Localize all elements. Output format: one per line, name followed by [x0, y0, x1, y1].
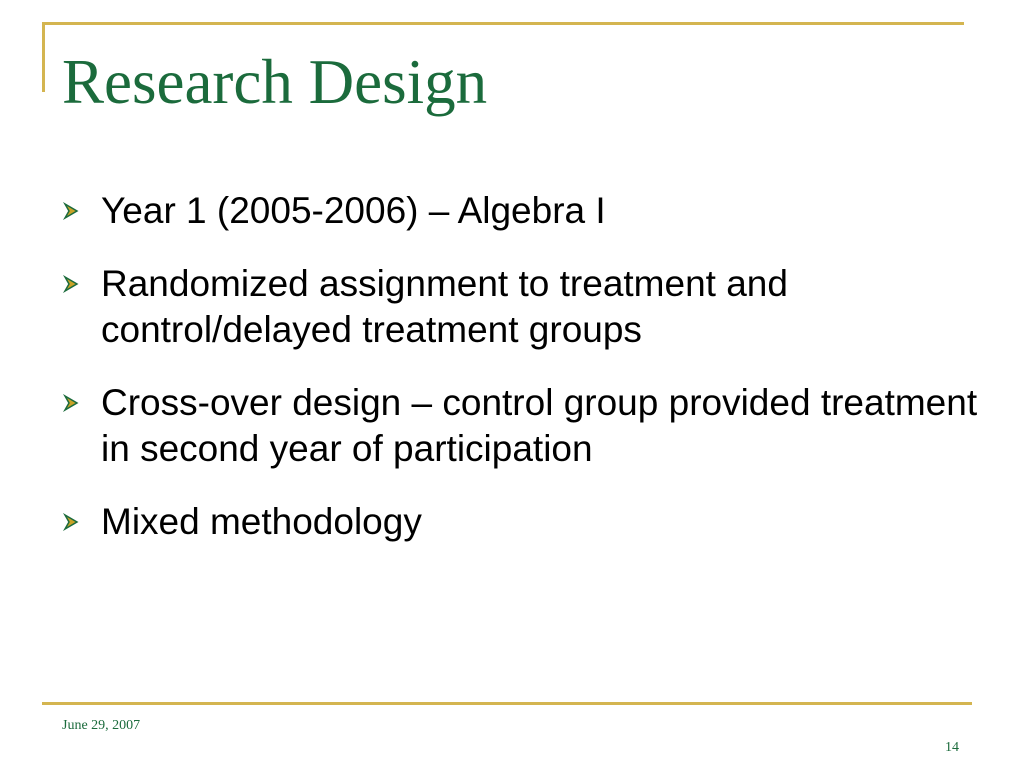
bullet-item [62, 188, 982, 234]
bullet-text: Randomized assignment to treatment and control/delayed treatment groups [101, 263, 788, 350]
top-rule [42, 22, 964, 25]
bullet-text: Cross-over design – control group provided treatment in second year of participation [101, 382, 978, 469]
left-rule [42, 22, 45, 92]
bullet-list [62, 188, 982, 572]
footer-rule [42, 702, 972, 705]
chevron-arrow-icon [62, 275, 80, 293]
bullet-item [62, 261, 982, 353]
bullet-item [62, 380, 982, 472]
footer-date: June 29, 2007 [62, 718, 141, 733]
slide-title: Research Design [62, 47, 488, 117]
bullet-text: Mixed methodology [101, 501, 422, 542]
page-number: 14 [945, 740, 959, 755]
chevron-arrow-icon [62, 513, 80, 531]
bullet-item [62, 499, 982, 545]
bullet-text: Year 1 (2005-2006) – Algebra I [101, 190, 606, 231]
chevron-arrow-icon [62, 202, 80, 220]
chevron-arrow-icon [62, 394, 80, 412]
